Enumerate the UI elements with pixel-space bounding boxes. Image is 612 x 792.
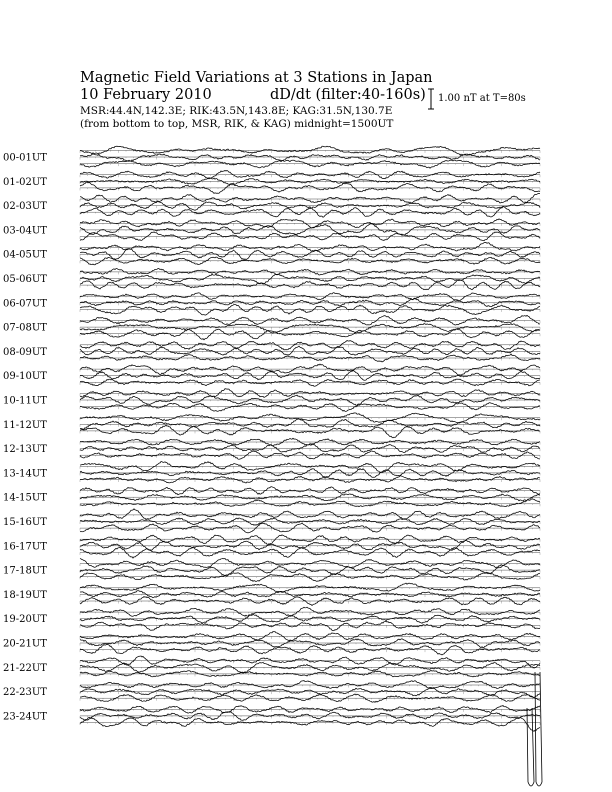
row-label: 02-03UT [3, 201, 47, 213]
trace-kag [80, 509, 540, 520]
hour-row [3, 535, 540, 558]
trace-kag [80, 389, 540, 398]
row-label: 05-06UT [3, 274, 47, 285]
hour-row [3, 413, 540, 438]
hour-row [3, 146, 540, 168]
row-label: 22-23UT [3, 687, 47, 699]
date-label: 10 February 2010 [80, 87, 212, 103]
row-label: 23-24UT [3, 711, 47, 723]
trace-kag [80, 631, 540, 640]
row-label: 03-04UT [3, 225, 47, 237]
hour-row [3, 558, 540, 581]
hour-row [3, 315, 540, 339]
trace-rik [80, 541, 540, 551]
hour-row [3, 193, 540, 217]
large-excursion-trace [535, 672, 542, 786]
hour-row [3, 293, 540, 316]
row-label: 18-19UT [3, 589, 47, 601]
hour-row [3, 656, 540, 677]
hour-row [3, 170, 540, 193]
scale-bar-label: 1.00 nT at T=80s [438, 93, 526, 104]
trace-kag [80, 242, 540, 251]
hour-row [3, 389, 540, 412]
hour-row [3, 269, 540, 290]
hour-row [3, 706, 540, 732]
trace-kag [80, 193, 540, 203]
row-label: 00-01UT [3, 152, 47, 164]
row-label: 21-22UT [3, 662, 47, 674]
row-label: 14-15UT [3, 492, 47, 504]
hour-row [3, 487, 540, 507]
hour-row [3, 219, 540, 241]
trace-rik [80, 370, 540, 380]
row-label: 13-14UT [3, 468, 47, 480]
trace-kag [80, 607, 540, 616]
hour-row [3, 631, 540, 655]
hour-row [3, 681, 540, 703]
hour-row [3, 509, 540, 533]
row-label: 20-21UT [3, 638, 47, 650]
trace-kag [80, 315, 540, 325]
row-label: 09-10UT [3, 371, 47, 383]
station-order-note: (from bottom to top, MSR, RIK, & KAG) midnight=1500UT [80, 118, 394, 130]
trace-rik [80, 346, 540, 355]
large-excursion-trace [527, 708, 534, 786]
hour-row [3, 583, 540, 605]
station-coordinates: MSR:44.4N,142.3E; RIK:43.5N,143.8E; KAG:31.5N,130.7E [80, 105, 393, 117]
hour-row [3, 364, 540, 386]
row-label: 19-20UT [3, 614, 47, 626]
row-label: 10-11UT [3, 395, 47, 407]
row-label: 17-18UT [3, 565, 47, 577]
row-label: 16-17UT [3, 541, 47, 553]
hour-row [3, 462, 540, 484]
hour-row [3, 438, 540, 459]
row-label: 08-09UT [3, 346, 47, 358]
row-label: 15-16UT [3, 517, 47, 528]
row-label: 11-12UT [3, 419, 47, 431]
hour-row [3, 242, 540, 264]
quantity-label: dD/dt (filter:40-160s) [270, 87, 426, 103]
hour-row [3, 607, 540, 631]
chart-title: Magnetic Field Variations at 3 Stations in Japan [80, 70, 433, 86]
row-label: 01-02UT [3, 176, 47, 188]
row-label: 07-08UT [3, 322, 47, 334]
trace-msr [80, 280, 540, 290]
row-label: 12-13UT [3, 444, 47, 456]
trace-msr [80, 207, 540, 218]
hour-row [3, 341, 540, 362]
trace-kag [80, 558, 540, 568]
trace-rik [80, 299, 540, 307]
row-label: 06-07UT [3, 298, 47, 310]
trace-msr [80, 232, 540, 241]
row-label: 04-05UT [3, 249, 47, 261]
